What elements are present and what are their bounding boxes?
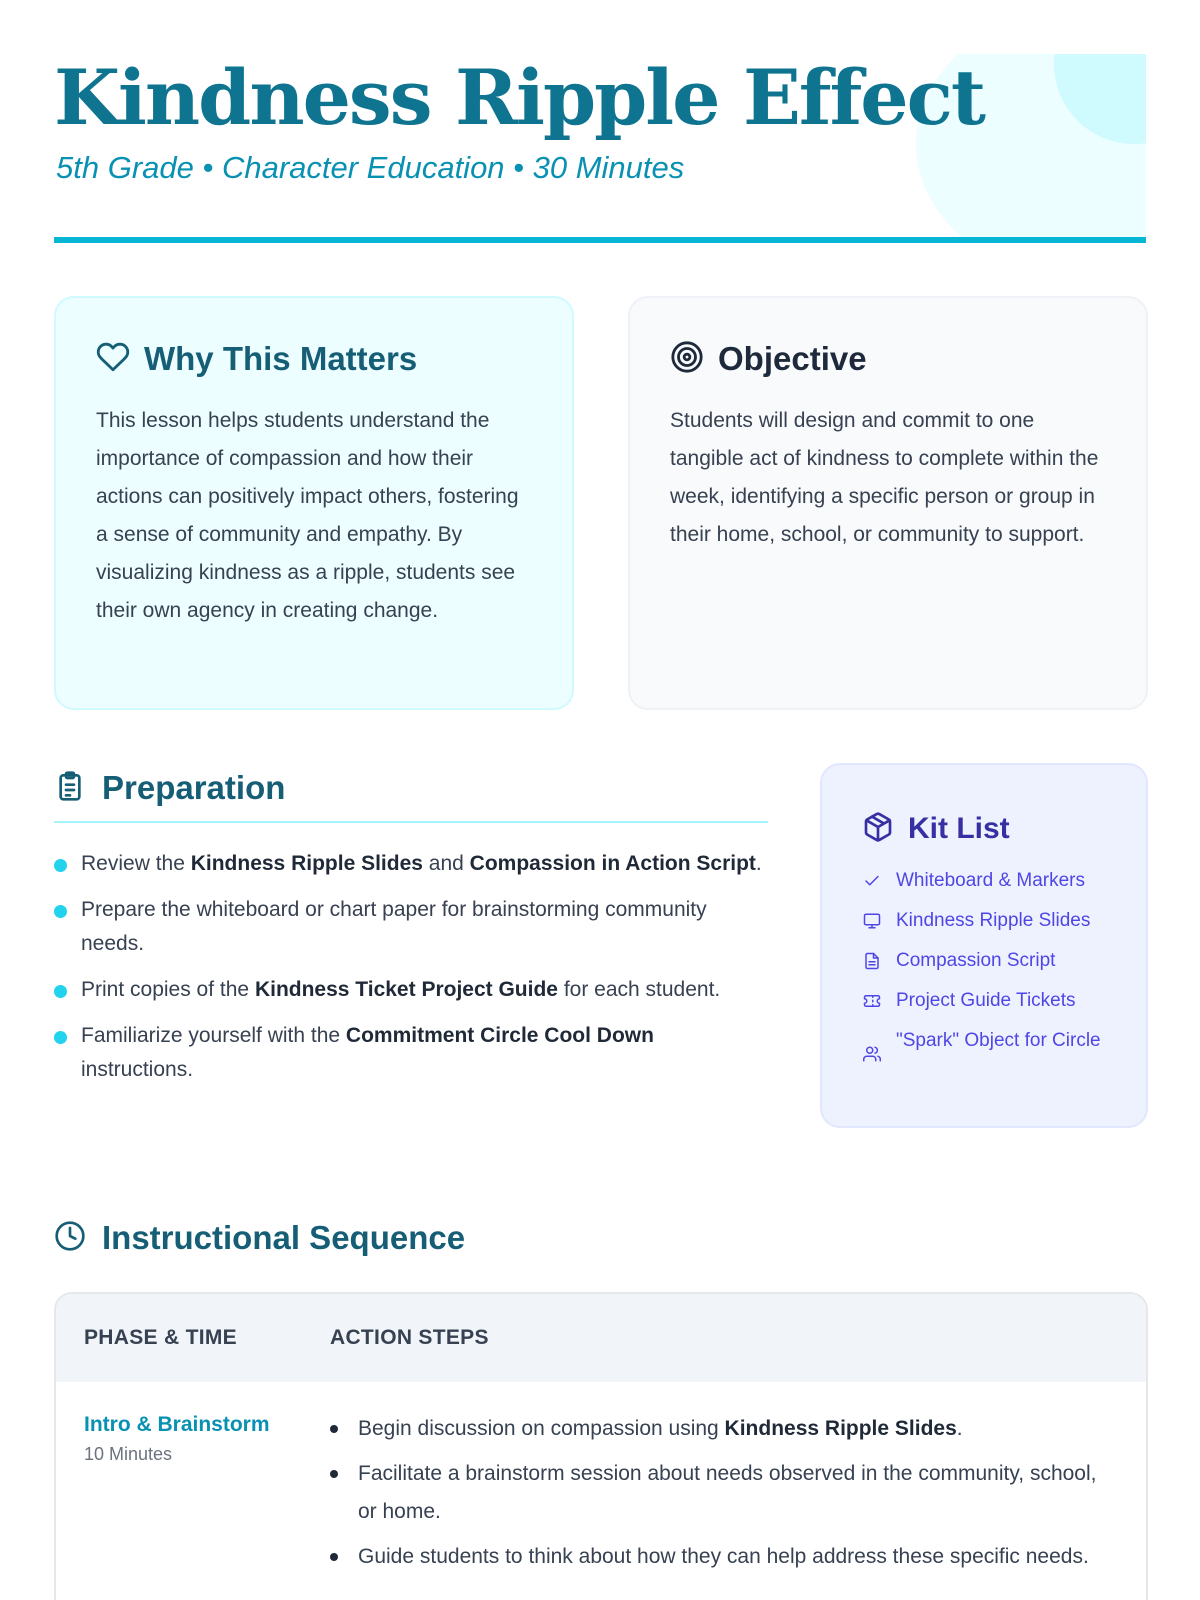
phase-time: 10 Minutes [84,1444,173,1464]
clock-icon [54,1220,86,1257]
list-item [54,893,768,961]
item-text: Familiarize yourself with the [81,1024,346,1047]
kit-items [862,867,1106,1067]
kit-item-label: Compassion Script [896,950,1056,971]
preparation-list [54,847,768,1087]
table-row [56,1382,1146,1583]
item-text: Print copies of the [81,978,255,1001]
kit-item-label: "Spark" Object for Circle [896,1030,1101,1051]
why-body: This lesson helps students understand the importance of compassion and how their actions can positively impact others, fostering a sense of community and empathy. By visualizing kindness as a ripple, students see their own agency in creating change. [96,409,519,622]
phase-name: Intro & Brainstorm [84,1413,270,1436]
heart-icon [96,340,130,379]
kit-heading: Kit List [908,812,1010,845]
objective-card [628,296,1148,710]
monitor-icon [862,907,882,934]
list-item [54,973,768,1007]
step-text: Guide students to think about how they can help address these specific needs. [358,1545,1089,1568]
page-title: Kindness Ripple Effect [54,54,985,142]
sequence-table [54,1292,1148,1600]
kit-item-label: Kindness Ripple Slides [896,910,1091,931]
kit-list-card [820,763,1148,1128]
kit-item [862,1027,1106,1067]
section-divider [54,821,768,823]
action-steps [328,1410,1118,1583]
bullet-dot [54,985,67,998]
kit-item [862,947,1106,974]
preparation-heading: Preparation [102,769,286,806]
bullet-dot [54,1031,67,1044]
page-header [54,54,1146,243]
sequence-heading: Instructional Sequence [102,1219,466,1256]
bullet-dot [54,905,67,918]
kit-item [862,907,1106,934]
kit-item [862,867,1106,894]
page-subtitle: 5th Grade • Character Education • 30 Minutes [56,150,685,185]
step-text: . [956,1417,963,1440]
step-text: Facilitate a brainstorm session about needs observed in the community, school, or home. [358,1462,1097,1523]
table-header [56,1294,1146,1382]
step-item [328,1538,1118,1576]
clipboard-list-icon [54,769,86,808]
step-text: Begin discussion on compassion using [358,1417,725,1440]
preparation-section [54,760,768,1099]
item-text: and [422,852,470,875]
step-item [328,1455,1118,1531]
step-bold-text: Kindness Ripple Slides [724,1417,957,1440]
check-icon [862,867,882,894]
list-item [54,1019,768,1087]
package-icon [862,811,894,848]
phase-cell [56,1410,328,1583]
item-text: instructions. [81,1058,194,1081]
bullet-dot [330,1553,338,1561]
why-heading: Why This Matters [144,340,418,377]
users-icon [862,1040,882,1067]
item-text: for each student. [557,978,721,1001]
ticket-icon [862,987,882,1014]
kit-item [862,987,1106,1014]
target-icon [670,340,704,379]
objective-body: Students will design and commit to one tangible act of kindness to complete within the week, identifying a specific person or group in their home, school, or community to support. [670,409,1099,546]
column-header: PHASE & TIME [84,1326,237,1349]
kit-item-label: Project Guide Tickets [896,990,1076,1011]
item-text: Review the [81,852,191,875]
bullet-dot [54,859,67,872]
item-bold-text: Commitment Circle Cool Down [345,1024,654,1047]
column-header: ACTION STEPS [330,1326,489,1349]
list-item [54,847,768,881]
kit-item-label: Whiteboard & Markers [896,870,1086,891]
objective-heading: Objective [718,340,867,377]
instructional-sequence-section [54,1210,1148,1600]
bullet-dot [330,1470,338,1478]
item-bold-text: Compassion in Action Script [469,852,756,875]
bullet-dot [330,1425,338,1433]
item-text: . [755,852,762,875]
item-bold-text: Kindness Ticket Project Guide [254,978,558,1001]
item-bold-text: Kindness Ripple Slides [190,852,423,875]
step-item [328,1410,1118,1448]
why-this-matters-card [54,296,574,710]
document-icon [862,947,882,974]
item-text: Prepare the whiteboard or chart paper for brainstorming community needs. [81,898,707,955]
